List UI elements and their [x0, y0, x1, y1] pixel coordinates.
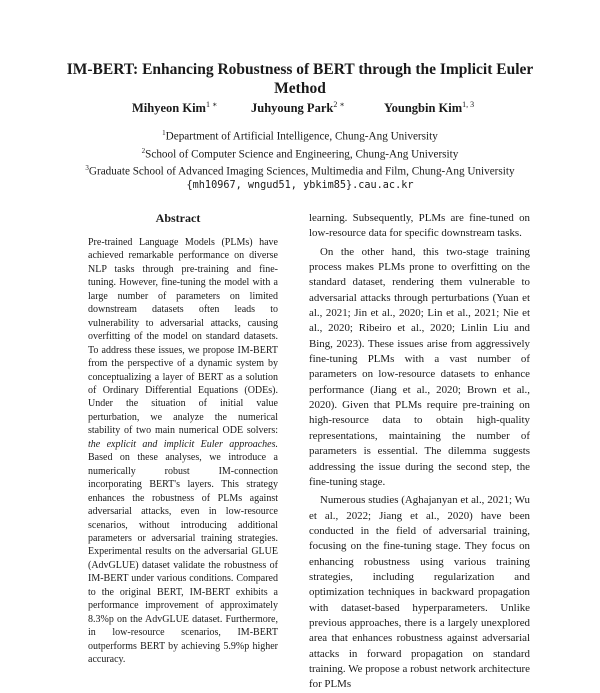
- affiliation-1-num: 1: [162, 129, 166, 137]
- affiliations: [40, 126, 560, 193]
- abstract-emphasis: the explicit and implicit Euler approaches.: [88, 438, 278, 450]
- author-1-name: Mihyeon Kim: [132, 101, 206, 116]
- author-2-sup: 2 ∗: [333, 100, 345, 109]
- affiliation-2-num: 2: [141, 146, 146, 155]
- affiliation-3-num: 3: [85, 164, 89, 173]
- author-2: [251, 100, 345, 116]
- author-1-sup: 1 ∗: [205, 100, 218, 109]
- affiliation-2: [40, 144, 560, 162]
- abstract-text-part-2: Based on these analyses, we introduce a numerically robust IM-connection incorporating BERT's layers. This strategy enhances the robustness of PLMs against adversarial attacks, even in low-resource scenarios, without introducing additional parameters or adversarial training strategies. Experimental results on the adversarial GLUE (AdvGLUE) dataset validate the robustness of IM-BERT under various conditions. Compared to the original BERT, IM-BERT exhibits a performance improvement of approximately 8.3%p on the AdvGLUE dataset. Furthermore, in low-resource scenarios, IM-BERT outperforms BERT by achieving 5.9%p higher accuracy.: [88, 452, 278, 666]
- intro-paragraph-1: learning. Subsequently, PLMs are fine-tuned on low-resource data for specific downstream tasks.: [309, 212, 530, 240]
- affiliation-2-text: School of Computer Science and Engineering, Chung-Ang University: [145, 148, 459, 161]
- abstract-text-part-1: Pre-trained Language Models (PLMs) have achieved remarkable performance on diverse NLP tasks through pre-training and fine-tuning. However, fine-tuning the model with a large number of parameters on limited downstream datasets often leads to vulnerability to adversarial attacks, causing overfitting of the model on standard datasets. To address these issues, we propose IM-BERT from the perspective of a dynamic system by conceptualizing a layer of BERT as a solution of Ordinary Differential Equations (ODEs). Under the situation of initial value perturbation, we analyze the numerical stability of two main numerical ODE solvers:: [88, 237, 278, 437]
- abstract-heading: Abstract: [155, 211, 201, 225]
- abstract-body: [88, 236, 278, 667]
- intro-column: [309, 211, 530, 693]
- affiliation-3: [40, 161, 560, 179]
- affiliation-1-text: Department of Artificial Intelligence, Chung-Ang University: [165, 130, 438, 143]
- author-list: [0, 100, 600, 118]
- author-2-name: Juhyoung Park: [251, 101, 334, 116]
- affiliation-1: [40, 126, 560, 144]
- author-3-name: Youngbin Kim: [384, 101, 463, 116]
- intro-paragraph-2: On the other hand, this two-stage training process makes PLMs prone to overfitting on the standard dataset, rendering them vulnerable to adversarial attacks through perturbations (Yuan et al., 2021; Jin et al., 2020; Lin et al., 2021; Nie et al., 2020; Ribeiro et al., 2020; Linlin Liu and Bing, 2023). These issues arise from aggressively fine-tuning PLMs with a vast number of parameters on low-resource datasets to enhance performance (Jiang et al., 2020; Brown et al., 2020). Given that PLMs require pre-training on high-resource data to obtain high-quality representations, maintaining the number of parameters is essential. The dilemma suggests addressing the issue during the second step, the fine-tuning stage.: [309, 245, 530, 488]
- paper-title: IM-BERT: Enhancing Robustness of BERT through the Implicit Euler Method: [66, 61, 534, 97]
- affiliation-3-text: Graduate School of Advanced Imaging Sciences, Multimedia and Film, Chung-Ang University: [88, 166, 515, 179]
- intro-paragraph-3: Numerous studies (Aghajanyan et al., 2021; Wu et al., 2022; Jiang et al., 2020) have been conducted in the field of adversarial training, focusing on the fine-tuning stage. They focus on enhancing robustness using various training strategies, including regularization and optimization techniques in backward propagation with dataset-based hyperparameters. Unlike previous approaches, there is a largely unexplored area that enhances robustness against adversarial attacks in forward propagation on standard training. We propose a robust network architecture for PLMs: [309, 494, 530, 691]
- author-1: [132, 100, 217, 116]
- author-3-sup: 1, 3: [462, 100, 475, 109]
- author-3: [384, 100, 474, 116]
- author-emails: {mh10967, wngud51, ybkim85}.cau.ac.kr: [186, 180, 414, 192]
